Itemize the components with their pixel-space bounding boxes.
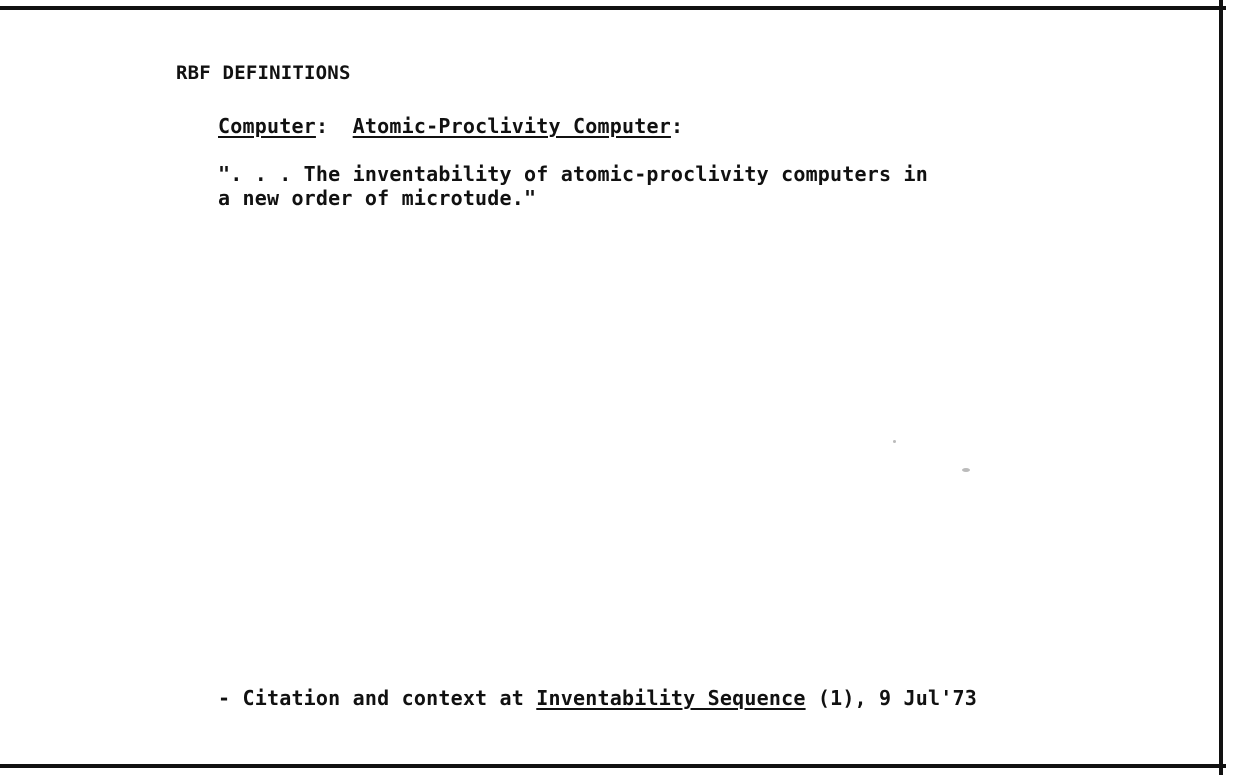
citation-line (218, 686, 977, 710)
term-suffix: : (670, 114, 684, 138)
term-title: Atomic-Proclivity Computer (352, 114, 671, 138)
citation-suffix: (1), 9 Jul'73 (805, 686, 977, 710)
card-bottom-border (0, 764, 1226, 768)
quote-line-2: a new order of microtude." (218, 186, 537, 210)
citation-link[interactable]: Inventability Sequence (536, 686, 806, 710)
scan-speck (893, 440, 896, 443)
scan-speck (962, 468, 970, 472)
entry-line (218, 114, 683, 138)
quote-line-1: ". . . The inventability of atomic-proclivity computers in (218, 162, 928, 186)
definition-quote (218, 162, 928, 210)
category-label: Computer (218, 114, 316, 138)
category-separator: : (315, 114, 329, 138)
card-right-border (1219, 0, 1223, 775)
citation-prefix: - Citation and context at (218, 686, 537, 710)
page-title: RBF DEFINITIONS (176, 62, 351, 84)
card-top-border (0, 6, 1226, 10)
